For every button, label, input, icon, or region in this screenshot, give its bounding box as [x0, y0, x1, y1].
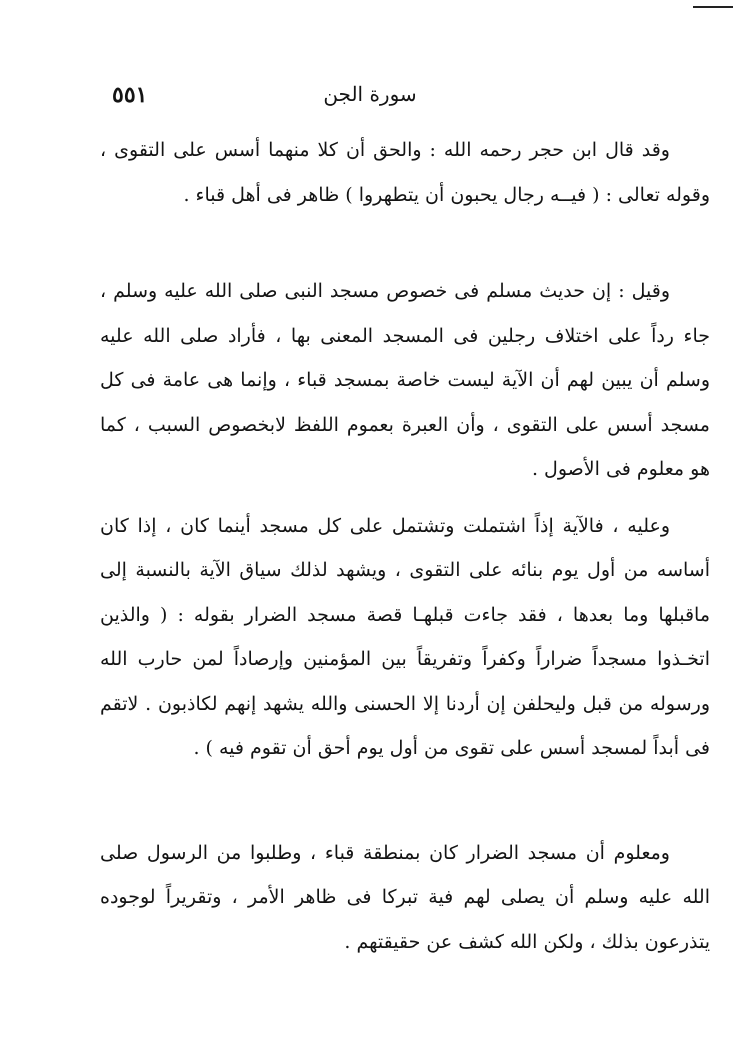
paragraph-3: وعليه ، فالآية إذاً اشتملت وتشتمل على كل مسجد أينما كان ، إذا كان أساسه من أول يوم بنائه على التقوى ، ويشهد لذلك سياق الآية بالنسبة إلى ماقبلها وما بعدها ، فقد جاءت قبلهـا قصة مسجد الضرار بقوله : ( والذين اتخـذوا مسجداً ضراراً وكفراً وتفريقاً بين المؤمنين وإرصاداً لمن حارب الله ورسوله من قبل وليحلفن إن أردنا إلا الحسنى والله يشهد إنهم لكاذبون . لاتقم فى أبداً لمسجد أسس على تقوى من أول يوم أحق أن تقوم فيه ) .	[100, 514, 710, 759]
paragraph-1: وقد قال ابن حجر رحمه الله : والحق أن كلا منهما أسس على التقوى ، وقوله تعالى : ( فيــه رجال يحبون أن يتطهروا ) ظاهر فى أهل قباء .	[100, 139, 710, 206]
paragraph-2: وقيل : إن حديث مسلم فى خصوص مسجد النبى صلى الله عليه وسلم ، جاء رداً على اختلاف رجلين فى المسجد المعنى بها ، فأراد صلى الله عليه وسلم أن يبين لهم أن الآية ليست خاصة بمسجد قباء ، وإنما هى عامة فى كل مسجد أسس على التقوى ، وأن العبرة بعموم اللفظ لابخصوص السبب ، كما هو معلوم فى الأصول .	[100, 280, 710, 480]
body-text	[100, 128, 710, 964]
page-edge-rule	[693, 6, 733, 8]
paragraph-4: ومعلوم أن مسجد الضرار كان بمنطقة قباء ، وطلبوا من الرسول صلى الله عليه وسلم أن يصلى لهم فية تبركا فى ظاهر الأمر ، وتقريراً لوجوده يتذرعون بذلك ، ولكن الله كشف عن حقيقتهم .	[100, 841, 710, 953]
page-number: ٥٥١	[112, 82, 148, 108]
page-header	[100, 82, 640, 112]
running-title: سورة الجن	[323, 82, 417, 106]
